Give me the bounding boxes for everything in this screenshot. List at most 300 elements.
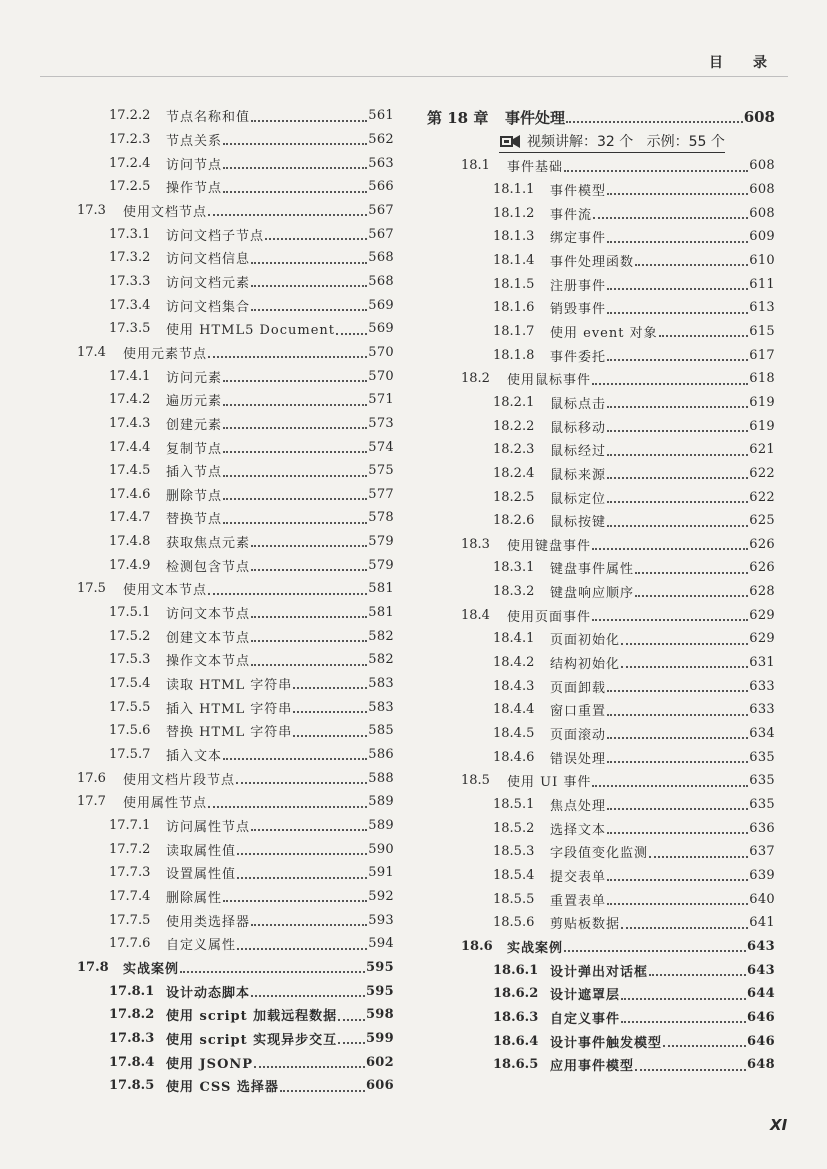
leader-dots — [635, 595, 748, 597]
toc-entry[interactable] — [77, 199, 394, 223]
entry-title: 事件基础 — [507, 160, 564, 176]
entry-page: 643 — [746, 938, 775, 954]
entry-title: 鼠标移动 — [550, 420, 607, 436]
toc-entry[interactable] — [77, 270, 394, 294]
entry-title: 创建元素 — [166, 417, 223, 433]
leader-dots — [336, 333, 367, 335]
entry-title: 设置属性值 — [166, 867, 237, 883]
entry-title: 访问文档集合 — [166, 299, 251, 315]
entry-number: 18.1.1 — [493, 181, 535, 197]
toc-entry[interactable] — [77, 956, 394, 980]
toc-entry[interactable] — [77, 577, 394, 601]
toc-entry[interactable] — [77, 128, 394, 152]
entry-title: 页面卸载 — [550, 680, 607, 696]
toc-entry[interactable] — [77, 1074, 394, 1098]
toc-entry[interactable] — [427, 580, 775, 604]
toc-entry[interactable] — [427, 840, 775, 864]
entry-number: 18.4 — [461, 607, 490, 623]
toc-left-column — [77, 104, 394, 1098]
entry-page: 633 — [749, 678, 775, 694]
leader-dots — [208, 593, 367, 595]
leader-dots — [621, 927, 748, 929]
toc-entry[interactable] — [427, 769, 775, 793]
toc-entry[interactable] — [77, 790, 394, 814]
leader-dots — [237, 948, 367, 950]
leader-dots — [592, 548, 748, 550]
entry-number: 17.7.5 — [109, 912, 151, 928]
toc-entry[interactable] — [77, 530, 394, 554]
entry-number: 17.5.2 — [109, 628, 151, 644]
toc-entry[interactable] — [427, 745, 775, 769]
entry-title: 访问属性节点 — [166, 820, 251, 836]
entry-page: 625 — [749, 513, 775, 529]
toc-entry[interactable] — [427, 438, 775, 462]
entry-page: 590 — [368, 841, 394, 857]
toc-entry[interactable] — [427, 533, 775, 557]
toc-entry[interactable] — [77, 979, 394, 1003]
entry-title: 删除属性 — [166, 890, 223, 906]
page-number: XI — [770, 1116, 788, 1134]
entry-page: 613 — [749, 300, 775, 316]
entry-number: 17.2.5 — [109, 179, 151, 195]
entry-number: 18.4.6 — [493, 749, 535, 765]
leader-dots — [293, 687, 367, 689]
entry-page: 640 — [749, 891, 775, 907]
entry-number: 17.8.3 — [109, 1030, 155, 1046]
entry-page: 574 — [368, 439, 394, 455]
entry-page: 637 — [749, 844, 775, 860]
entry-number: 18.2.1 — [493, 394, 535, 410]
entry-page: 594 — [368, 936, 394, 952]
entry-number: 18.2.3 — [493, 442, 535, 458]
toc-entry[interactable] — [427, 1053, 775, 1077]
entry-title: 节点关系 — [166, 133, 223, 149]
entry-title: 插入 HTML 字符串 — [166, 701, 293, 717]
entry-title: 实战案例 — [507, 940, 564, 956]
leader-dots — [592, 383, 748, 385]
entry-number: 17.3.3 — [109, 273, 151, 289]
toc-entry[interactable] — [77, 885, 394, 909]
entry-title: 获取焦点元素 — [166, 536, 251, 552]
leader-dots — [607, 761, 748, 763]
entry-number: 18.1.2 — [493, 205, 535, 221]
entry-number: 18.4.5 — [493, 726, 535, 742]
entry-page: 562 — [368, 131, 394, 147]
entry-page: 646 — [746, 1033, 775, 1049]
entry-page: 643 — [746, 962, 775, 978]
entry-page: 626 — [749, 560, 775, 576]
leader-dots — [649, 974, 746, 976]
leader-dots — [251, 309, 367, 311]
leader-dots — [265, 238, 367, 240]
entry-title: 操作节点 — [166, 181, 223, 197]
leader-dots — [621, 1021, 746, 1023]
entry-page: 635 — [749, 797, 775, 813]
toc-entry[interactable] — [77, 293, 394, 317]
entry-page: 570 — [368, 368, 394, 384]
toc-entry[interactable] — [427, 793, 775, 817]
leader-dots — [338, 1042, 365, 1044]
leader-dots — [251, 616, 367, 618]
toc-entry[interactable] — [427, 391, 775, 415]
toc-entry[interactable] — [77, 719, 394, 743]
leader-dots — [564, 170, 748, 172]
leader-dots — [566, 121, 743, 123]
toc-entry[interactable] — [427, 414, 775, 438]
entry-number: 17.4.1 — [109, 368, 151, 384]
toc-entry[interactable] — [427, 249, 775, 273]
entry-number: 18.2 — [461, 371, 490, 387]
entry-number: 18.3.1 — [493, 560, 535, 576]
entry-page: 586 — [368, 747, 394, 763]
toc-entry[interactable] — [77, 317, 394, 341]
toc-entry[interactable] — [427, 887, 775, 911]
toc-entry[interactable] — [77, 388, 394, 412]
entry-title: 事件处理函数 — [550, 254, 635, 270]
toc-entry[interactable] — [427, 367, 775, 391]
toc-entry[interactable] — [427, 201, 775, 225]
toc-entry[interactable] — [77, 175, 394, 199]
entry-title: 节点名称和值 — [166, 110, 251, 126]
entry-page: 619 — [749, 394, 775, 410]
toc-entry[interactable] — [77, 364, 394, 388]
toc-entry[interactable] — [427, 698, 775, 722]
entry-number: 18.1.7 — [493, 323, 535, 339]
entry-page: 648 — [746, 1057, 775, 1073]
toc-entry[interactable] — [427, 154, 775, 178]
leader-dots — [607, 690, 748, 692]
toc-entry[interactable] — [77, 483, 394, 507]
entry-title: 自定义属性 — [166, 938, 237, 954]
toc-entry[interactable] — [427, 911, 775, 935]
entry-page: 571 — [368, 392, 394, 408]
entry-number: 18.4.1 — [493, 631, 535, 647]
toc-entry[interactable] — [427, 556, 775, 580]
entry-page: 567 — [368, 226, 394, 242]
entry-page: 635 — [749, 749, 775, 765]
leader-dots — [251, 829, 367, 831]
toc-entry[interactable] — [77, 766, 394, 790]
entry-title: 设计动态脚本 — [166, 985, 251, 1001]
toc-entry[interactable] — [77, 1050, 394, 1074]
toc-entry[interactable] — [77, 837, 394, 861]
entry-page: 619 — [749, 418, 775, 434]
entry-number: 17.4.4 — [109, 439, 151, 455]
entry-title: 页面滚动 — [550, 728, 607, 744]
entry-number: 17.7.1 — [109, 818, 151, 834]
leader-dots — [607, 406, 748, 408]
leader-dots — [621, 666, 748, 668]
toc-entry[interactable] — [427, 651, 775, 675]
toc-entry[interactable] — [427, 272, 775, 296]
toc-entry[interactable] — [427, 603, 775, 627]
entry-number: 18.6 — [461, 938, 493, 954]
entry-page: 581 — [368, 605, 394, 621]
toc-entry[interactable] — [427, 816, 775, 840]
toc-entry[interactable] — [77, 601, 394, 625]
toc-entry[interactable] — [77, 672, 394, 696]
entry-page: 598 — [365, 1007, 394, 1023]
entry-page: 608 — [749, 181, 775, 197]
leader-dots — [237, 877, 367, 879]
entry-page: 573 — [368, 415, 394, 431]
toc-entry[interactable] — [77, 932, 394, 956]
entry-number: 18.6.3 — [493, 1009, 539, 1025]
entry-number: 17.4.7 — [109, 510, 151, 526]
entry-number: 17.3 — [77, 202, 106, 218]
entry-number: 17.7 — [77, 794, 106, 810]
leader-dots — [592, 785, 748, 787]
entry-title: 焦点处理 — [550, 799, 607, 815]
entry-title: 剪贴板数据 — [550, 917, 621, 933]
toc-entry[interactable] — [427, 225, 775, 249]
leader-dots — [208, 356, 367, 358]
entry-page: 622 — [749, 465, 775, 481]
entry-number: 17.4.6 — [109, 486, 151, 502]
entry-number: 18.6.5 — [493, 1057, 539, 1073]
leader-dots — [251, 664, 367, 666]
entry-page: 569 — [368, 321, 394, 337]
entry-page: 595 — [365, 959, 394, 975]
entry-number: 18.3.2 — [493, 584, 535, 600]
entry-page: 641 — [749, 915, 775, 931]
entry-page: 588 — [368, 770, 394, 786]
entry-page: 583 — [368, 676, 394, 692]
entry-title: 使用键盘事件 — [507, 538, 592, 554]
leader-dots — [607, 288, 748, 290]
leader-dots — [607, 808, 748, 810]
chapter-heading[interactable] — [427, 104, 775, 130]
toc-entry[interactable] — [77, 246, 394, 270]
entry-page: 583 — [368, 699, 394, 715]
entry-title: 创建文本节点 — [166, 630, 251, 646]
entry-page: 629 — [749, 607, 775, 623]
entry-number: 17.7.3 — [109, 865, 151, 881]
entry-number: 17.2.3 — [109, 131, 151, 147]
leader-dots — [251, 262, 367, 264]
entry-number: 17.5.5 — [109, 699, 151, 715]
toc-entry[interactable] — [427, 509, 775, 533]
entry-title: 注册事件 — [550, 278, 607, 294]
entry-page: 593 — [368, 912, 394, 928]
entry-title: 鼠标按键 — [550, 515, 607, 531]
entry-number: 17.5.7 — [109, 747, 151, 763]
toc-entry[interactable] — [427, 178, 775, 202]
toc-entry[interactable] — [77, 1003, 394, 1027]
leader-dots — [607, 359, 748, 361]
entry-title: 绑定事件 — [550, 231, 607, 247]
entry-title: 页面初始化 — [550, 633, 621, 649]
leader-dots — [621, 643, 748, 645]
entry-title: 鼠标定位 — [550, 491, 607, 507]
entry-page: 639 — [749, 868, 775, 884]
toc-entry[interactable] — [77, 506, 394, 530]
toc-entry[interactable] — [427, 958, 775, 982]
entry-title: 设计事件触发模型 — [550, 1035, 663, 1051]
entry-number: 18.2.6 — [493, 513, 535, 529]
entry-number: 17.4.3 — [109, 415, 151, 431]
entry-title: 访问元素 — [166, 370, 223, 386]
leader-dots — [180, 971, 365, 973]
entry-number: 18.5.5 — [493, 891, 535, 907]
toc-entry[interactable] — [427, 935, 775, 959]
entry-number: 18.1.4 — [493, 252, 535, 268]
leader-dots — [607, 903, 748, 905]
entry-page: 579 — [368, 557, 394, 573]
entry-title: 插入文本 — [166, 749, 223, 765]
toc-entry[interactable] — [427, 674, 775, 698]
entry-number: 18.5.1 — [493, 797, 535, 813]
toc-entry[interactable] — [427, 485, 775, 509]
leader-dots — [293, 711, 367, 713]
entry-number: 17.7.6 — [109, 936, 151, 952]
entry-number: 17.8 — [77, 959, 109, 975]
toc-entry[interactable] — [427, 296, 775, 320]
entry-page: 634 — [749, 726, 775, 742]
toc-entry[interactable] — [77, 435, 394, 459]
leader-dots — [254, 1066, 365, 1068]
toc-entry[interactable] — [77, 1027, 394, 1051]
entry-title: 使用类选择器 — [166, 914, 251, 930]
toc-entry[interactable] — [427, 722, 775, 746]
entry-title: 复制节点 — [166, 441, 223, 457]
entry-title: 鼠标点击 — [550, 396, 607, 412]
entry-page: 628 — [749, 584, 775, 600]
toc-entry[interactable] — [427, 982, 775, 1006]
toc-entry[interactable] — [77, 104, 394, 128]
entry-number: 17.2.2 — [109, 108, 151, 124]
entry-title: 替换节点 — [166, 512, 223, 528]
leader-dots — [251, 924, 367, 926]
entry-title: 事件流 — [550, 207, 593, 223]
leader-dots — [251, 995, 365, 997]
entry-number: 17.2.4 — [109, 155, 151, 171]
toc-entry[interactable] — [77, 459, 394, 483]
entry-number: 17.8.5 — [109, 1078, 155, 1094]
toc-entry[interactable] — [77, 695, 394, 719]
video-text: 视频讲解：32 个 示例：55 个 — [527, 134, 725, 150]
entry-title: 替换 HTML 字符串 — [166, 725, 293, 741]
entry-page: 569 — [368, 297, 394, 313]
entry-title: 使用页面事件 — [507, 609, 592, 625]
entry-number: 17.5.3 — [109, 652, 151, 668]
toc-entry[interactable] — [77, 341, 394, 365]
entry-title: 事件委托 — [550, 349, 607, 365]
leader-dots — [607, 501, 748, 503]
leader-dots — [659, 335, 749, 337]
entry-number: 17.7.4 — [109, 888, 151, 904]
entry-page: 618 — [749, 371, 775, 387]
entry-title: 读取 HTML 字符串 — [166, 678, 293, 694]
entry-page: 582 — [368, 652, 394, 668]
running-header-title: 目录 — [709, 55, 797, 71]
entry-number: 17.6 — [77, 770, 106, 786]
toc-entry[interactable] — [77, 624, 394, 648]
entry-title: 使用 JSONP — [166, 1056, 254, 1072]
toc-entry[interactable] — [77, 648, 394, 672]
toc-entry[interactable] — [77, 412, 394, 436]
toc-entry[interactable] — [77, 222, 394, 246]
entry-number: 18.4.4 — [493, 702, 535, 718]
entry-number: 17.3.1 — [109, 226, 151, 242]
entry-number: 17.5.6 — [109, 723, 151, 739]
toc-entry[interactable] — [427, 343, 775, 367]
entry-title: 使用 script 实现异步交互 — [166, 1032, 338, 1048]
toc-entry[interactable] — [77, 743, 394, 767]
toc-entry[interactable] — [77, 861, 394, 885]
entry-number: 18.5.6 — [493, 915, 535, 931]
toc-entry[interactable] — [427, 320, 775, 344]
entry-page: 636 — [749, 820, 775, 836]
leader-dots — [607, 430, 748, 432]
toc-entry[interactable] — [427, 627, 775, 651]
leader-dots — [593, 217, 748, 219]
entry-page: 644 — [746, 986, 775, 1002]
entry-page: 646 — [746, 1009, 775, 1025]
entry-page: 570 — [368, 344, 394, 360]
entry-title: 使用文档节点 — [123, 204, 208, 220]
entry-page: 567 — [368, 202, 394, 218]
entry-title: 访问文本节点 — [166, 607, 251, 623]
toc-entry[interactable] — [427, 1029, 775, 1053]
entry-number: 18.5 — [461, 773, 490, 789]
leader-dots — [607, 525, 748, 527]
entry-page: 617 — [749, 347, 775, 363]
toc-entry[interactable] — [427, 864, 775, 888]
entry-title: 遍历元素 — [166, 394, 223, 410]
entry-number: 17.4.8 — [109, 534, 151, 550]
leader-dots — [649, 856, 748, 858]
entry-page: 561 — [368, 108, 394, 124]
entry-page: 615 — [749, 323, 775, 339]
entry-title: 结构初始化 — [550, 657, 621, 673]
toc-entry[interactable] — [77, 553, 394, 577]
entry-number: 17.5 — [77, 581, 106, 597]
entry-number: 17.4 — [77, 344, 106, 360]
entry-page: 608 — [749, 158, 775, 174]
entry-title: 设计弹出对话框 — [550, 964, 649, 980]
entry-number: 17.4.9 — [109, 557, 151, 573]
toc-entry[interactable] — [77, 908, 394, 932]
leader-dots — [663, 1045, 746, 1047]
entry-title: 使用 HTML5 Document — [166, 323, 336, 339]
entry-number: 17.7.2 — [109, 841, 151, 857]
entry-page: 606 — [365, 1078, 394, 1094]
toc-entry[interactable] — [77, 814, 394, 838]
entry-number: 18.1.3 — [493, 229, 535, 245]
entry-title: 使用 CSS 选择器 — [166, 1080, 279, 1096]
toc-entry[interactable] — [427, 462, 775, 486]
leader-dots — [251, 285, 367, 287]
entry-page: 589 — [368, 818, 394, 834]
entry-number: 18.4.3 — [493, 678, 535, 694]
leader-dots — [223, 427, 367, 429]
entry-number: 18.1 — [461, 158, 490, 174]
entry-title: 访问文档信息 — [166, 252, 251, 268]
leader-dots — [223, 191, 367, 193]
entry-title: 错误处理 — [550, 751, 607, 767]
video-info — [427, 130, 775, 154]
entry-title: 重置表单 — [550, 893, 607, 909]
toc-entry[interactable] — [427, 1006, 775, 1030]
toc-entry[interactable] — [77, 151, 394, 175]
leader-dots — [607, 714, 748, 716]
entry-number: 17.3.5 — [109, 321, 151, 337]
entry-number: 17.8.1 — [109, 983, 155, 999]
entry-number: 18.1.6 — [493, 300, 535, 316]
entry-title: 使用元素节点 — [123, 346, 208, 362]
entry-number: 18.5.4 — [493, 868, 535, 884]
